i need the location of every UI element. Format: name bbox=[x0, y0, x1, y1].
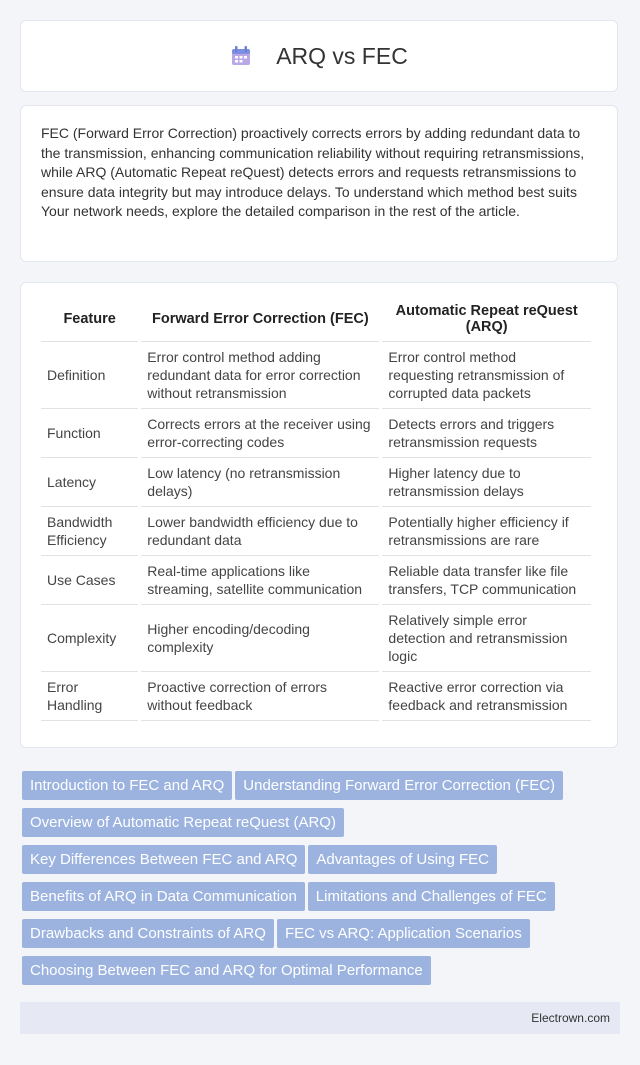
intro-card bbox=[20, 105, 618, 262]
header-fec: Forward Error Correction (FEC) bbox=[141, 297, 379, 342]
arq-cell: Relatively simple error detection and retransmission logic bbox=[382, 605, 591, 672]
tag-link[interactable]: FEC vs ARQ: Application Scenarios bbox=[277, 919, 530, 948]
arq-cell: Potentially higher efficiency if retransmissions are rare bbox=[382, 507, 591, 556]
arq-cell: Reactive error correction via feedback and retransmission bbox=[382, 672, 591, 721]
fec-cell: Error control method adding redundant data for error correction without retransmission bbox=[141, 342, 379, 409]
header-card bbox=[20, 20, 618, 92]
feature-cell: Complexity bbox=[41, 605, 138, 672]
fec-cell: Proactive correction of errors without feedback bbox=[141, 672, 379, 721]
tag-link[interactable]: Introduction to FEC and ARQ bbox=[22, 771, 232, 800]
feature-cell: Latency bbox=[41, 458, 138, 507]
tag-link[interactable]: Choosing Between FEC and ARQ for Optimal Performance bbox=[22, 956, 431, 985]
fec-cell: Real-time applications like streaming, satellite communication bbox=[141, 556, 379, 605]
arq-cell: Error control method requesting retransmission of corrupted data packets bbox=[382, 342, 591, 409]
table-row bbox=[41, 409, 591, 458]
feature-cell: Use Cases bbox=[41, 556, 138, 605]
tag-link[interactable]: Key Differences Between FEC and ARQ bbox=[22, 845, 305, 874]
comparison-table bbox=[38, 297, 594, 721]
fec-cell: Low latency (no retransmission delays) bbox=[141, 458, 379, 507]
header-feature: Feature bbox=[41, 297, 138, 342]
table-row bbox=[41, 342, 591, 409]
comparison-table-card bbox=[20, 282, 618, 748]
tag-link[interactable]: Limitations and Challenges of FEC bbox=[308, 882, 555, 911]
tag-link[interactable]: Overview of Automatic Repeat reQuest (ARQ) bbox=[22, 808, 344, 837]
table-row bbox=[41, 556, 591, 605]
arq-cell: Detects errors and triggers retransmission requests bbox=[382, 409, 591, 458]
table-header-row bbox=[41, 297, 591, 342]
tag-link[interactable]: Benefits of ARQ in Data Communication bbox=[22, 882, 305, 911]
fec-cell: Corrects errors at the receiver using error-correcting codes bbox=[141, 409, 379, 458]
intro-paragraph: FEC (Forward Error Correction) proactively corrects errors by adding redundant data to the transmission, enhancing communication reliability without requiring retransmissions, while ARQ (Automatic Repeat reQuest) detects errors and requests retransmissions to ensure data integrity but may introduce delays. To understand which method best suits Your network needs, explore the detailed comparison in the rest of the article. bbox=[41, 125, 585, 220]
feature-cell: Definition bbox=[41, 342, 138, 409]
arq-cell: Reliable data transfer like file transfers, TCP communication bbox=[382, 556, 591, 605]
tag-link[interactable]: Drawbacks and Constraints of ARQ bbox=[22, 919, 274, 948]
tag-link[interactable]: Advantages of Using FEC bbox=[308, 845, 497, 874]
feature-cell: Bandwidth Efficiency bbox=[41, 507, 138, 556]
table-row bbox=[41, 458, 591, 507]
arq-cell: Higher latency due to retransmission delays bbox=[382, 458, 591, 507]
fec-cell: Higher encoding/decoding complexity bbox=[141, 605, 379, 672]
footer bbox=[20, 1002, 620, 1034]
topic-tags bbox=[22, 771, 602, 993]
footer-site[interactable]: Electrown.com bbox=[531, 1011, 610, 1025]
table-row bbox=[41, 605, 591, 672]
calendar-icon bbox=[230, 45, 252, 67]
table-row bbox=[41, 672, 591, 721]
feature-cell: Error Handling bbox=[41, 672, 138, 721]
fec-cell: Lower bandwidth efficiency due to redundant data bbox=[141, 507, 379, 556]
page-title: ARQ vs FEC bbox=[276, 42, 408, 69]
feature-cell: Function bbox=[41, 409, 138, 458]
table-row bbox=[41, 507, 591, 556]
tag-link[interactable]: Understanding Forward Error Correction (FEC) bbox=[235, 771, 563, 800]
header-arq: Automatic Repeat reQuest (ARQ) bbox=[382, 297, 591, 342]
